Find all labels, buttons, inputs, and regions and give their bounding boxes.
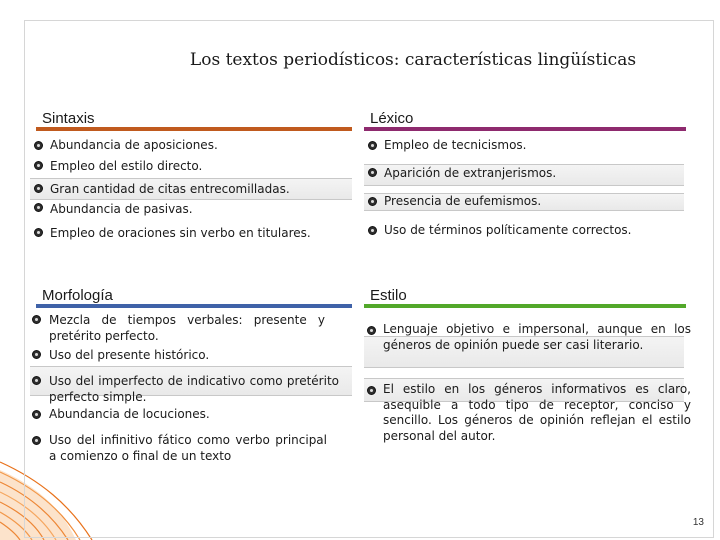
list-item: Abundancia de aposiciones. xyxy=(50,138,218,152)
rule-morfologia xyxy=(36,304,352,308)
round-bullet-icon xyxy=(34,141,43,150)
list-item: Lenguaje objetivo e impersonal, aunque en los géneros de opinión puede ser casi literario. xyxy=(383,322,691,352)
list-item: Uso del imperfecto de indicativo como pretérito perfecto simple. xyxy=(49,374,339,404)
round-bullet-icon xyxy=(368,141,377,150)
list-item: Empleo de tecnicismos. xyxy=(384,138,527,152)
round-bullet-icon xyxy=(32,376,41,385)
round-bullet-icon xyxy=(34,184,43,193)
round-bullet-icon xyxy=(368,168,377,177)
heading-morfologia: Morfología xyxy=(42,287,113,304)
round-bullet-icon xyxy=(368,197,377,206)
list-item: Presencia de eufemismos. xyxy=(384,194,542,208)
list-item: Uso del infinitivo fático como verbo principal a comienzo o final de un texto xyxy=(49,433,327,463)
list-item: Empleo del estilo directo. xyxy=(50,159,203,173)
heading-sintaxis: Sintaxis xyxy=(42,110,95,127)
round-bullet-icon xyxy=(32,436,41,445)
rule-estilo xyxy=(364,304,686,308)
heading-estilo: Estilo xyxy=(370,287,407,304)
list-item: Uso de términos políticamente correctos. xyxy=(384,223,632,237)
page-number: 13 xyxy=(692,517,704,528)
heading-lexico: Léxico xyxy=(370,110,414,127)
list-item: Uso del presente histórico. xyxy=(49,348,210,362)
list-item: Abundancia de locuciones. xyxy=(49,407,210,421)
round-bullet-icon xyxy=(34,228,43,237)
list-item: Aparición de extranjerismos. xyxy=(384,166,557,180)
round-bullet-icon xyxy=(367,326,376,335)
round-bullet-icon xyxy=(32,315,41,324)
list-item: Empleo de oraciones sin verbo en titulares. xyxy=(50,226,311,240)
round-bullet-icon xyxy=(34,161,43,170)
rule-lexico xyxy=(364,127,686,131)
round-bullet-icon xyxy=(32,350,41,359)
round-bullet-icon xyxy=(32,410,41,419)
list-item: Mezcla de tiempos verbales: presente y pretérito perfecto. xyxy=(49,313,325,343)
list-item: Gran cantidad de citas entrecomilladas. xyxy=(50,182,290,196)
list-item: Abundancia de pasivas. xyxy=(50,202,193,216)
list-item: El estilo en los géneros informativos es claro, asequible a todo tipo de receptor, conciso y sencillo. Los géneros de opinión reflejan el estilo personal del autor. xyxy=(383,382,691,443)
slide-title: Los textos periodísticos: características lingüísticas xyxy=(189,50,637,70)
round-bullet-icon xyxy=(34,203,43,212)
round-bullet-icon xyxy=(368,226,377,235)
rule-sintaxis xyxy=(36,127,352,131)
round-bullet-icon xyxy=(367,386,376,395)
